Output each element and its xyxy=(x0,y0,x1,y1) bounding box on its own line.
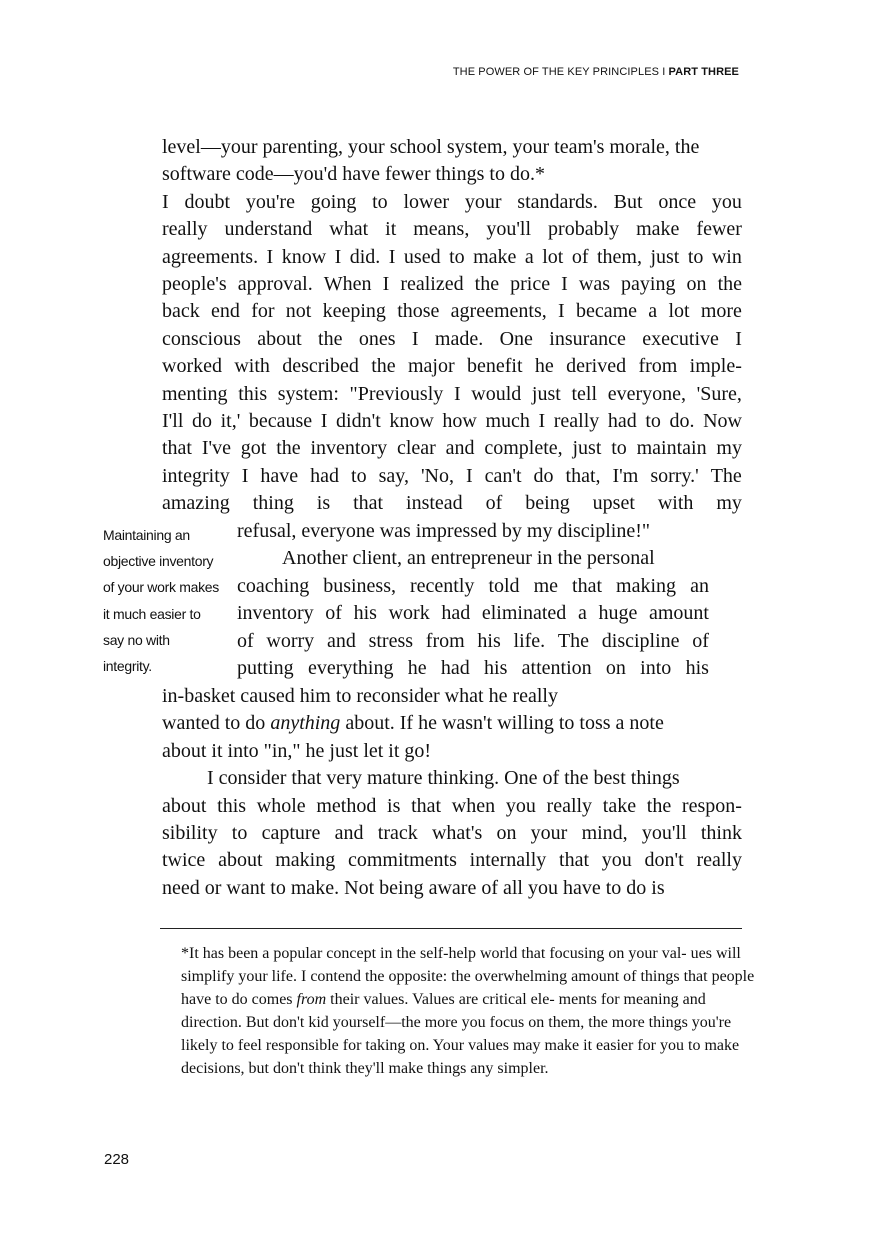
word: had xyxy=(441,602,471,625)
word: benefit xyxy=(467,355,523,378)
word: to xyxy=(645,409,661,432)
body-text-bottom xyxy=(162,683,742,902)
footnote-text: their values. Values are critical ele- ments for meaning and direction. But don't kid yourself—the more you focus on them, the more things you're likely to feel responsible for taking on. Your values may make it easier for you to make decisions, but don't think they'll make things any simpler. xyxy=(181,991,740,1078)
text-span: wanted to do xyxy=(162,712,271,735)
text-line: refusal, everyone was impressed by my discipline!" xyxy=(237,520,651,542)
word: with xyxy=(234,355,270,378)
text-line xyxy=(237,600,709,627)
word: 'Sure, xyxy=(696,382,742,405)
word: work xyxy=(388,602,430,625)
text-span: about. If he wasn't willing to toss a note xyxy=(340,712,664,735)
word: being xyxy=(525,492,570,515)
running-head-text: THE POWER OF THE KEY PRINCIPLES I xyxy=(452,66,669,78)
word: executive xyxy=(642,327,719,350)
word: understand xyxy=(224,218,313,241)
word: I xyxy=(388,245,396,268)
word: the xyxy=(474,272,500,295)
word: huge xyxy=(598,602,638,625)
word: But xyxy=(613,190,643,213)
text-line xyxy=(162,244,742,271)
word: described xyxy=(282,355,359,378)
text-line xyxy=(162,326,742,353)
word: I xyxy=(241,464,249,487)
word: you'll xyxy=(641,821,687,844)
word: discipline xyxy=(601,629,680,652)
word: you xyxy=(711,190,742,213)
word: I xyxy=(320,409,328,432)
body-text-top xyxy=(162,134,742,517)
footnote xyxy=(181,942,764,1081)
word: "Previously xyxy=(349,382,444,405)
word: paying xyxy=(621,272,676,295)
text-line xyxy=(237,628,709,655)
word: fewer xyxy=(696,218,742,241)
word: I xyxy=(334,245,342,268)
word: major xyxy=(408,355,455,378)
text-line xyxy=(162,216,742,243)
text-line xyxy=(162,189,742,216)
word: life. xyxy=(513,629,546,652)
text-line xyxy=(162,435,742,462)
word: the xyxy=(371,355,396,378)
word: an xyxy=(690,574,709,597)
word: much xyxy=(485,409,530,432)
word: I'll xyxy=(162,409,184,432)
word: my xyxy=(716,437,742,460)
word: back xyxy=(162,300,200,323)
word: attention xyxy=(521,656,592,679)
word: 'No, xyxy=(420,464,454,487)
footnote-text: *It has been a popular concept in the self-help world that focusing on your val- ues will simplify your life. I contend the opposite: the overwhelming amount of things that people have to do comes xyxy=(181,945,755,1009)
word: this xyxy=(238,382,268,405)
word: whole xyxy=(256,794,306,817)
text-line: in-basket caused him to reconsider what he really xyxy=(162,685,558,707)
word: you xyxy=(601,849,632,872)
text-line xyxy=(162,463,742,490)
word: lot xyxy=(542,245,564,268)
word: you're xyxy=(245,190,295,213)
word: the xyxy=(276,437,301,460)
word: of xyxy=(237,629,254,652)
text-line xyxy=(237,655,709,682)
word: track xyxy=(377,821,418,844)
word: that xyxy=(162,437,192,460)
word: business, xyxy=(323,574,396,597)
page-number: 228 xyxy=(104,1151,130,1168)
word: it xyxy=(385,218,397,241)
word: amount xyxy=(649,602,709,625)
word: agreements. xyxy=(162,245,259,268)
word: means, xyxy=(413,218,470,241)
word: got xyxy=(240,437,267,460)
word: became xyxy=(575,300,638,323)
word: was xyxy=(578,272,610,295)
text-line xyxy=(162,298,742,325)
word: a xyxy=(577,602,587,625)
word: did. xyxy=(349,245,381,268)
margin-note xyxy=(103,522,235,679)
word: I xyxy=(453,382,461,405)
word: inventory xyxy=(237,602,314,625)
word: that xyxy=(559,849,590,872)
word: recently xyxy=(410,574,475,597)
word: that xyxy=(572,574,603,597)
running-header xyxy=(300,66,739,78)
word: method xyxy=(316,794,377,817)
word: clear xyxy=(396,437,436,460)
word: the xyxy=(646,794,672,817)
word: to xyxy=(687,245,704,268)
word: The xyxy=(557,629,590,652)
word: making xyxy=(275,849,336,872)
word: menting xyxy=(162,382,228,405)
margin-note-line: it much easier to xyxy=(103,605,201,622)
margin-note-line: of your work makes xyxy=(103,579,219,596)
text-line xyxy=(162,820,742,847)
word: more xyxy=(700,300,742,323)
word: you'll xyxy=(486,218,532,241)
text-line xyxy=(162,490,742,517)
text-line: Another client, an entrepreneur in the personal xyxy=(282,547,655,570)
word: say, xyxy=(378,464,409,487)
word: everyone, xyxy=(607,382,686,405)
word: your xyxy=(530,821,568,844)
word: people's xyxy=(162,272,227,295)
word: on xyxy=(605,656,626,679)
word: amazing xyxy=(162,492,230,515)
word: because xyxy=(248,409,313,432)
word: I xyxy=(538,409,546,432)
text-line xyxy=(237,573,709,600)
word: and xyxy=(326,629,356,652)
word: mind, xyxy=(581,821,628,844)
word: making xyxy=(616,574,677,597)
word: how xyxy=(442,409,477,432)
word: that, xyxy=(565,464,601,487)
text-line xyxy=(162,408,742,435)
word: approval. xyxy=(237,272,313,295)
word: a xyxy=(648,300,658,323)
word: derived xyxy=(566,355,627,378)
word: I xyxy=(266,245,274,268)
word: have xyxy=(260,464,299,487)
word: thing xyxy=(252,492,294,515)
word: twice xyxy=(162,849,206,872)
word: just xyxy=(531,382,561,405)
word: didn't xyxy=(336,409,381,432)
word: can't xyxy=(484,464,522,487)
word: would xyxy=(471,382,522,405)
word: price xyxy=(510,272,551,295)
word: made. xyxy=(434,327,484,350)
word: you xyxy=(505,794,536,817)
text-line: software code—you'd have fewer things to do.* xyxy=(162,163,545,186)
word: from xyxy=(638,355,678,378)
word: everything xyxy=(307,656,394,679)
word: conscious xyxy=(162,327,241,350)
word: sibility xyxy=(162,821,218,844)
italic-emphasis: from xyxy=(296,991,327,1009)
word: on xyxy=(686,272,707,295)
word: take xyxy=(602,794,637,817)
body-text-indented xyxy=(237,518,709,682)
word: his xyxy=(685,656,709,679)
word: his xyxy=(484,656,508,679)
word: them, xyxy=(596,245,642,268)
word: once xyxy=(658,190,697,213)
word: that xyxy=(411,794,442,817)
word: your xyxy=(464,190,502,213)
text-line xyxy=(162,353,742,380)
word: end xyxy=(211,300,240,323)
word: I xyxy=(465,464,473,487)
margin-note-line: integrity. xyxy=(103,658,152,675)
word: sorry.' xyxy=(650,464,699,487)
word: capture xyxy=(261,821,321,844)
word: just xyxy=(572,437,602,460)
word: me xyxy=(533,574,559,597)
word: stress xyxy=(368,629,414,652)
word: When xyxy=(323,272,372,295)
word: his xyxy=(353,602,377,625)
word: lower xyxy=(403,190,450,213)
word: realized xyxy=(400,272,464,295)
word: for xyxy=(251,300,275,323)
word: had xyxy=(607,409,637,432)
word: lot xyxy=(668,300,690,323)
word: I xyxy=(558,300,565,323)
word: going xyxy=(310,190,357,213)
text-line xyxy=(162,710,742,737)
word: and xyxy=(445,437,475,460)
word: worked xyxy=(162,355,222,378)
word: Now xyxy=(703,409,742,432)
word: about xyxy=(218,849,263,872)
word: doubt xyxy=(184,190,231,213)
text-line: I consider that very mature thinking. One of the best things xyxy=(207,767,680,790)
word: my xyxy=(716,492,742,515)
italic-emphasis: anything xyxy=(270,712,341,735)
word: really xyxy=(546,794,593,817)
word: had xyxy=(440,656,470,679)
word: really xyxy=(162,218,208,241)
word: ones xyxy=(358,327,396,350)
word: what xyxy=(329,218,369,241)
word: told xyxy=(488,574,520,597)
word: had xyxy=(310,464,340,487)
word: standards. xyxy=(517,190,598,213)
word: coaching xyxy=(237,574,310,597)
word: putting xyxy=(237,656,294,679)
text-line xyxy=(162,381,742,408)
word: I xyxy=(735,327,742,350)
word: from xyxy=(425,629,465,652)
text-line: about it into "in," he just let it go! xyxy=(162,739,432,762)
word: to xyxy=(611,437,627,460)
word: I xyxy=(162,190,169,213)
text-line xyxy=(162,793,742,820)
text-line: level—your parenting, your school system, your team's morale, the xyxy=(162,136,700,158)
word: when xyxy=(451,794,496,817)
text-line: need or want to make. Not being aware of all you have to do is xyxy=(162,876,665,899)
word: just xyxy=(650,245,680,268)
word: he xyxy=(407,656,427,679)
word: it,' xyxy=(220,409,241,432)
word: tell xyxy=(571,382,598,405)
word: do xyxy=(191,409,212,432)
word: I've xyxy=(201,437,231,460)
word: integrity xyxy=(162,464,230,487)
word: know xyxy=(389,409,434,432)
part-label: PART THREE xyxy=(668,66,739,78)
word: I xyxy=(411,327,419,350)
word: that xyxy=(353,492,384,515)
word: of xyxy=(485,492,503,515)
word: of xyxy=(692,629,709,652)
word: eliminated xyxy=(481,602,567,625)
word: his xyxy=(477,629,501,652)
word: is xyxy=(387,794,401,817)
word: I'm xyxy=(612,464,639,487)
word: One xyxy=(499,327,533,350)
word: upset xyxy=(592,492,635,515)
word: with xyxy=(657,492,694,515)
word: know xyxy=(281,245,327,268)
word: a xyxy=(524,245,534,268)
word: win xyxy=(711,245,742,268)
word: about xyxy=(162,794,207,817)
margin-note-line: objective inventory xyxy=(103,553,214,570)
word: those xyxy=(397,300,440,323)
word: respon- xyxy=(681,794,742,817)
word: do. xyxy=(669,409,695,432)
word: not xyxy=(285,300,312,323)
word: really xyxy=(696,849,742,872)
word: the xyxy=(318,327,343,350)
word: used xyxy=(403,245,441,268)
word: and xyxy=(334,821,364,844)
word: complete, xyxy=(484,437,563,460)
text-line xyxy=(162,271,742,298)
word: I xyxy=(561,272,568,295)
word: to xyxy=(372,190,388,213)
word: to xyxy=(449,245,465,268)
margin-note-line: say no with xyxy=(103,631,170,648)
word: of xyxy=(325,602,342,625)
word: this xyxy=(217,794,247,817)
word: into xyxy=(640,656,672,679)
word: instead xyxy=(406,492,463,515)
word: to xyxy=(351,464,367,487)
word: The xyxy=(710,464,742,487)
word: on xyxy=(496,821,517,844)
word: imple- xyxy=(689,355,742,378)
text-line xyxy=(162,847,742,874)
word: insurance xyxy=(549,327,626,350)
word: maintain xyxy=(636,437,707,460)
word: to xyxy=(231,821,248,844)
word: keeping xyxy=(322,300,386,323)
word: agreements, xyxy=(450,300,547,323)
word: do xyxy=(533,464,554,487)
word: make xyxy=(636,218,680,241)
word: he xyxy=(534,355,554,378)
word: make xyxy=(473,245,517,268)
word: probably xyxy=(548,218,620,241)
word: really xyxy=(553,409,600,432)
word: inventory xyxy=(310,437,388,460)
word: of xyxy=(571,245,589,268)
word: the xyxy=(717,272,742,295)
word: I xyxy=(382,272,390,295)
word: what's xyxy=(431,821,483,844)
word: think xyxy=(700,821,742,844)
word: is xyxy=(316,492,331,515)
margin-note-line: Maintaining an xyxy=(103,527,190,543)
footnote-divider xyxy=(160,928,742,929)
word: don't xyxy=(644,849,684,872)
word: worry xyxy=(266,629,315,652)
word: internally xyxy=(469,849,547,872)
word: system: xyxy=(277,382,339,405)
word: about xyxy=(257,327,302,350)
word: commitments xyxy=(348,849,457,872)
